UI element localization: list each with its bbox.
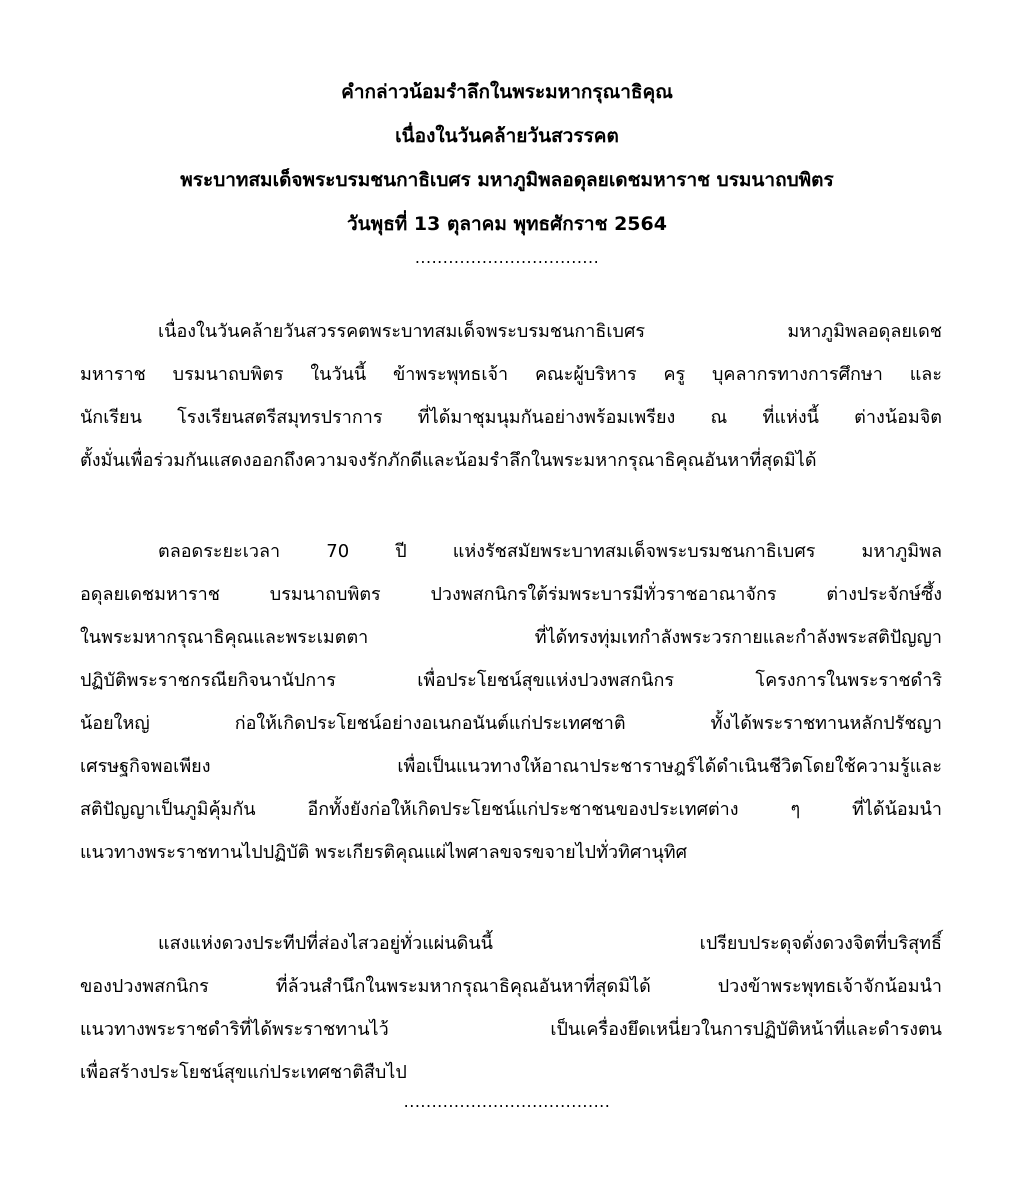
title-line-4: วันพุธที่ 13 ตุลาคม พุทธศักราช 2564 [347,213,667,235]
paragraph-line: แนวทางพระราชทานไปปฏิบัติ พระเกียรติคุณแผ่ไพศาลขจรขจายไปทั่วทิศานุทิศ [80,842,688,863]
paragraph-gap [80,874,942,922]
paragraph-line: แนวทางพระราชดำริที่ได้พระราชทานไว้ เป็นเครื่องยึดเหนี่ยวในการปฏิบัติหน้าที่และดำรงตน [80,1019,942,1040]
paragraph-line: ในพระมหากรุณาธิคุณและพระเมตตา ที่ได้ทรงทุ่มเทกำลังพระวรกายและกำลังพระสติปัญญา [80,627,942,648]
paragraph-line: แสงแห่งดวงประทีปที่ส่องไสวอยู่ทั่วแผ่นดินนี้ เปรียบประดุจดั่งดวงจิตที่บริสุทธิ์ [158,933,942,954]
header-separator: ................................. [414,248,600,267]
title-line-3: พระบาทสมเด็จพระบรมชนกาธิเบศร มหาภูมิพลอดุลยเดชมหาราช บรมนาถบพิตร [180,169,834,191]
paragraph-line: เศรษฐกิจพอเพียง เพื่อเป็นแนวทางให้อาณาประชาราษฎร์ได้ดำเนินชีวิตโดยใช้ความรู้และ [80,756,942,777]
document-body [80,310,942,1094]
paragraph-line: มหาราช บรมนาถบพิตร ในวันนี้ ข้าพระพุทธเจ้า คณะผู้บริหาร ครู บุคลากรทางการศึกษา และ [80,364,942,385]
paragraph-line: น้อยใหญ่ ก่อให้เกิดประโยชน์อย่างอเนกอนันต์แก่ประเทศชาติ ทั้งได้พระราชทานหลักปรัชญา [80,713,942,734]
paragraph-line: เพื่อสร้างประโยชน์สุขแก่ประเทศชาติสืบไป [80,1062,407,1083]
footer-separator: ..................................... [403,1092,611,1111]
paragraph-line: สติปัญญาเป็นภูมิคุ้มกัน อีกทั้งยังก่อให้เกิดประโยชน์แก่ประชาชนของประเทศต่าง ๆ ที่ได้น้อมนำ [80,799,942,820]
paragraph-1 [80,310,942,482]
paragraph-line: ของปวงพสกนิกร ที่ล้วนสำนึกในพระมหากรุณาธิคุณอันหาที่สุดมิได้ ปวงข้าพระพุทธเจ้าจักน้อมนำ [80,976,942,997]
paragraph-line: ปฏิบัติพระราชกรณียกิจนานัปการ เพื่อประโยชน์สุขแห่งปวงพสกนิกร โครงการในพระราชดำริ [80,670,942,691]
paragraph-line: นักเรียน โรงเรียนสตรีสมุทรปราการ ที่ได้มาชุมนุมกันอย่างพร้อมเพรียง ณ ที่แห่งนี้ ต่างน้อมจิต [80,407,942,428]
paragraph-line: ตั้งมั่นเพื่อร่วมกันแสดงออกถึงความจงรักภักดีและน้อมรำลึกในพระมหากรุณาธิคุณอันหาที่สุดมิได้ [80,450,817,471]
paragraph-2 [80,530,942,874]
paragraph-3 [80,922,942,1094]
paragraph-gap [80,482,942,530]
paragraph-line: อดุลยเดชมหาราช บรมนาถบพิตร ปวงพสกนิกรใต้ร่มพระบารมีทั่วราชอาณาจักร ต่างประจักษ์ซึ้ง [80,584,942,605]
title-line-2: เนื่องในวันคล้ายวันสวรรคต [395,125,619,147]
paragraph-line: ตลอดระยะเวลา 70 ปี แห่งรัชสมัยพระบาทสมเด็จพระบรมชนกาธิเบศร มหาภูมิพล [158,541,942,562]
title-line-1: คำกล่าวน้อมรำลึกในพระมหากรุณาธิคุณ [341,81,673,103]
paragraph-line: เนื่องในวันคล้ายวันสวรรคตพระบาทสมเด็จพระบรมชนกาธิเบศร มหาภูมิพลอดุลยเดช [158,321,942,342]
document-header [0,70,1014,268]
